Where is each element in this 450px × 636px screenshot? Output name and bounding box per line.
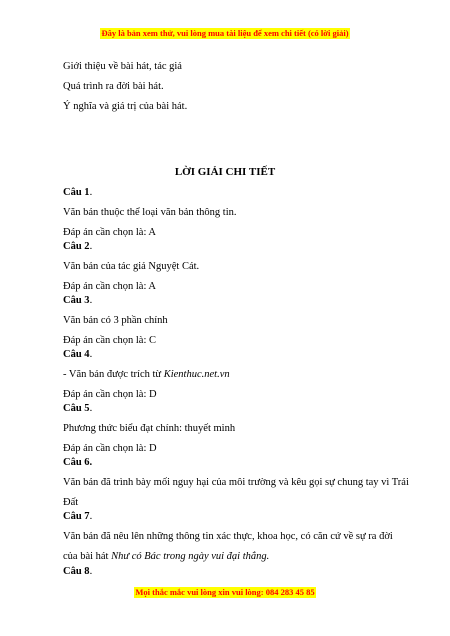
question-7-title xyxy=(63,510,92,523)
question-6-body-line-1: Văn bản đã trình bày mối nguy hại của môi trường và kêu gọi sự chung tay vì Trái xyxy=(63,477,409,488)
question-3-answer: Đáp án cần chọn là: C xyxy=(63,335,157,346)
question-7-song-title: Như có Bác trong ngày vui đại thắng. xyxy=(111,551,270,562)
intro-line-1: Giới thiệu về bài hát, tác giả xyxy=(63,61,182,72)
contact-banner xyxy=(0,587,450,598)
question-1-label: Câu 1 xyxy=(63,187,90,198)
question-1-dot: . xyxy=(89,187,93,198)
question-5-title xyxy=(63,402,92,415)
question-1-title xyxy=(63,186,92,199)
question-5-answer: Đáp án cần chọn là: D xyxy=(63,443,157,454)
question-6-title: Câu 6. xyxy=(63,457,93,468)
question-4-title xyxy=(63,348,92,361)
question-2-dot: . xyxy=(89,241,93,252)
question-7-dot: . xyxy=(89,511,93,522)
question-8-label: Câu 8 xyxy=(63,566,90,577)
question-3-body: Văn bản có 3 phần chính xyxy=(63,315,168,326)
question-7-label: Câu 7 xyxy=(63,511,90,522)
detailed-solution-heading: LỜI GIẢI CHI TIẾT xyxy=(174,166,276,178)
question-4-dot: . xyxy=(89,349,93,360)
contact-text: Mọi thắc mắc vui lòng xin vui lòng: 084 283 45 85 xyxy=(135,587,315,597)
question-4-source: Kienthuc.net.vn xyxy=(163,369,230,380)
question-4-label: Câu 4 xyxy=(63,349,90,360)
question-7-body-prefix: của bài hát xyxy=(63,551,112,562)
question-3-dot: . xyxy=(89,295,93,306)
question-3-title xyxy=(63,294,92,307)
intro-line-2: Quá trình ra đời bài hát. xyxy=(63,81,164,92)
question-2-title xyxy=(63,240,92,253)
preview-notice-banner xyxy=(0,28,450,39)
question-7-body-line-2 xyxy=(63,550,269,563)
question-1-body: Văn bản thuộc thể loại văn bản thông tin. xyxy=(63,207,237,218)
question-8-dot: . xyxy=(89,566,93,577)
question-3-label: Câu 3 xyxy=(63,295,90,306)
question-1-answer: Đáp án cần chọn là: A xyxy=(63,227,157,238)
question-6-body-line-2: Đất xyxy=(63,497,79,508)
question-7-body-line-1: Văn bản đã nêu lên những thông tin xác thực, khoa học, có căn cứ về sự ra đời xyxy=(63,531,393,542)
question-5-body: Phương thức biểu đạt chính: thuyết minh xyxy=(63,423,236,434)
question-4-body-prefix: - Văn bản được trích từ xyxy=(63,369,164,380)
question-5-dot: . xyxy=(89,403,93,414)
question-4-body xyxy=(63,368,230,381)
question-2-body: Văn bản của tác giả Nguyệt Cát. xyxy=(63,261,200,272)
question-2-answer: Đáp án cần chọn là: A xyxy=(63,281,157,292)
question-8-title xyxy=(63,565,92,578)
intro-line-3: Ý nghĩa và giá trị của bài hát. xyxy=(63,101,188,112)
question-2-label: Câu 2 xyxy=(63,241,90,252)
question-5-label: Câu 5 xyxy=(63,403,90,414)
question-4-answer: Đáp án cần chọn là: D xyxy=(63,389,157,400)
preview-notice-text: Đây là bản xem thử, vui lòng mua tài liệu để xem chi tiết (có lời giải) xyxy=(101,28,349,38)
